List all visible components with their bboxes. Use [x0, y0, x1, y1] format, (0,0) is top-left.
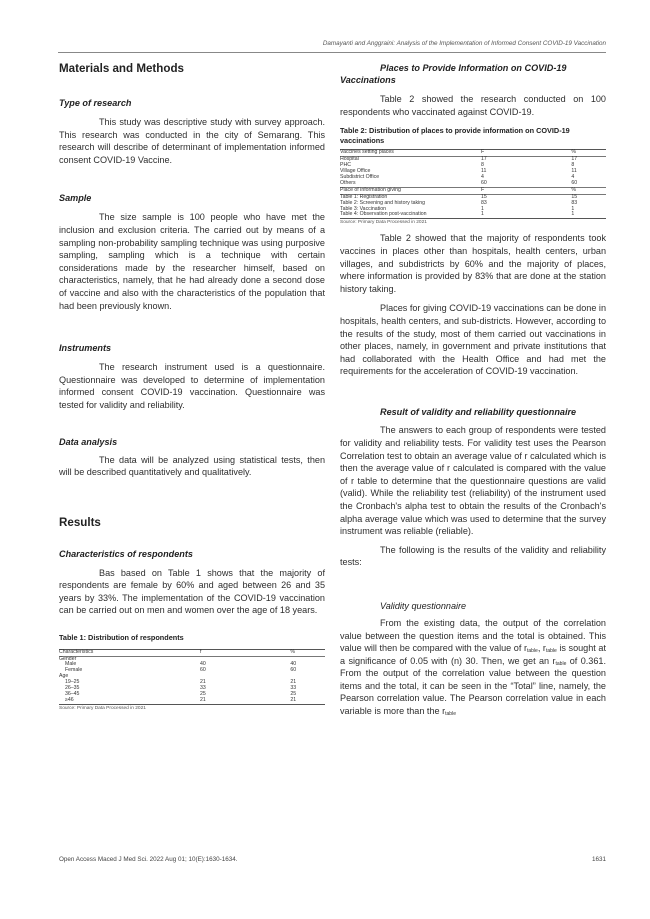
- table2-cell: 15: [571, 193, 578, 200]
- table1-cell: 25: [199, 691, 206, 697]
- table2-header-cell: Vaccines setting places: [340, 150, 481, 157]
- validity-heading: Result of validity and reliability questionnaire: [380, 406, 577, 417]
- table2-subheader-cell: F: [481, 187, 571, 194]
- table2-cell: 1: [571, 205, 575, 212]
- right-column: [340, 60, 606, 718]
- table2-cell: 60: [571, 179, 578, 186]
- running-title: Damayanti and Anggraini: Analysis of the Implementation of Informed Consent COVID-19 Vaccination: [322, 40, 606, 47]
- table1-source: Source: Primary Data Processed in 2021: [59, 705, 146, 711]
- table2-cell: 15: [480, 193, 487, 200]
- table1-cell: Female: [65, 667, 83, 674]
- characteristics-text: Bas based on Table 1 shows that the majority of respondents are female by 60% and aged between 26 and 35 years by 33%. The implementation of the COVID-19 vaccination can be carried out on men and women over the age of 18 years.: [59, 567, 325, 616]
- table2-header-cell: %: [571, 150, 606, 157]
- table2-cell: 11: [571, 168, 577, 175]
- table2-cell: 17: [480, 156, 487, 163]
- table2-cell: 4: [571, 174, 575, 180]
- table2-cell: Others: [340, 179, 356, 186]
- sample-text: The size sample is 100 people who have met the inclusion and exclusion criteria. The carried out by means of a sampling non-probability sampling technique was using purposive sampling, sampling which is a technique with certain considerations made by the researcher himself, based on characteristics, namely, that he had already done a second dose of vaccine and also with the characteristics of the population that had been previously known.: [59, 212, 325, 311]
- table1-cell: 40: [290, 661, 297, 668]
- instruments-text: The research instrument used is a questionnaire. Questionnaire was developed to determine of implementation informed consent COVID-19 vaccination. Questionnaire was tested for validity and reliability.: [59, 362, 325, 410]
- vq-subscript: table: [445, 711, 456, 718]
- table2-cell: 1: [571, 212, 606, 218]
- characteristics-heading: Characteristics of respondents: [59, 548, 193, 559]
- table1-cell: 21: [290, 679, 297, 686]
- places-heading: Places to Provide Information on COVID-19 Vaccinations: [340, 63, 567, 85]
- table1-cell: 36–45: [65, 691, 80, 697]
- table1-header-cell: f: [200, 649, 290, 656]
- type-text: This study was descriptive study with survey approach. This research was conducted in the city of Semarang. This research will describe of determinant of implementation informed consent COVID-19 Vaccine.: [59, 117, 325, 165]
- table2-subheader-cell: Place of information giving: [340, 187, 481, 194]
- table2-cell: 17: [571, 156, 578, 163]
- following-text: The following is the results of the validity and reliability tests:: [340, 544, 606, 568]
- left-column: [59, 60, 325, 711]
- vq-subscript: table: [545, 648, 557, 655]
- table2-subheader-cell: %: [571, 187, 606, 194]
- vq-text: is sought at a significance of 0.05 with (n) 30. Then, we get an r: [340, 643, 606, 666]
- table2-discussion: Table 2 showed that the majority of respondents took vaccines in places other than hospitals, health centers, urban villages, and subdistricts by 60% and the majority of places, where information is provided by 83% that are done at the station history taking.: [340, 233, 606, 294]
- table1-cell: 26–35: [65, 685, 80, 692]
- table2-cell: Table 3: Vaccination: [340, 205, 387, 212]
- type-heading: Type of research: [59, 98, 132, 108]
- data-analysis-heading: Data analysis: [59, 436, 118, 447]
- sample-heading: Sample: [59, 193, 92, 204]
- vq-text: of 0.361. From the output of the correlation value between the question items and the total, it can be seen in the “Total” line, namely, the Pearson correlation value. The Pearson correlation value in each variable is more than the r: [340, 655, 606, 717]
- footer-citation: Open Access Maced J Med Sci. 2022 Aug 01; 10(E):1630-1634.: [59, 856, 238, 863]
- table2-cell: 1: [480, 205, 484, 212]
- table1-cell: Age: [59, 673, 69, 680]
- validity-text: The answers to each group of respondents were tested for validity and reliability tests. For validity test uses the Pearson Correlation test to obtain an average value of r calculated which is then the average value of r calculated is compared with the value of r table to determine that the questionnaire questions are valid (valid). While the reliability test (reliability) of the instrument used the Cronbach's alpha test to obtain the results of the Cronbach's alpha average value which was used to determine that the survey instrument was reliable (reliable).: [340, 425, 606, 537]
- data-analysis-text: The data will be analyzed using statistical tests, then will be described quantitatively and qualitatively.: [59, 454, 325, 478]
- table2-cell: Hospital: [340, 156, 359, 163]
- table2-cell: Table 2: Screening and history taking: [340, 199, 426, 206]
- table1-cell: 21: [290, 698, 325, 704]
- table2-source: Source: Primary Data Processed in 2021: [340, 220, 427, 226]
- vq-subscript: table: [555, 660, 567, 667]
- table2-cell: 60: [480, 179, 487, 186]
- materials-heading: Materials and Methods: [59, 62, 184, 75]
- table1-cell: 60: [290, 667, 297, 674]
- table2: [340, 149, 606, 219]
- table1-cell: 60: [199, 667, 206, 674]
- table2-cell: Village Office: [340, 168, 371, 175]
- table2-header-cell: F: [481, 150, 571, 157]
- table2-cell: 11: [480, 168, 487, 175]
- table1-cell: 19–25: [65, 679, 80, 686]
- table2-cell: 4: [480, 174, 484, 180]
- validity-questionnaire-text: [340, 617, 606, 718]
- table1-cell: Gender: [59, 655, 77, 662]
- table1: [59, 649, 325, 705]
- table2-cell: Subdistrict Office: [340, 174, 380, 180]
- results-heading: Results: [59, 515, 101, 529]
- table2-cell: 1: [481, 212, 571, 218]
- table2-cell: 8: [480, 162, 484, 169]
- table1-header-cell: %: [290, 649, 325, 656]
- table1-cell: 33: [290, 685, 297, 692]
- table2-row: [340, 212, 606, 218]
- table2-caption: Table 2: Distribution of places to provide information on COVID-19 vaccinations: [340, 126, 570, 145]
- table1-cell: 33: [199, 685, 206, 692]
- table2-cell: 83: [480, 199, 487, 206]
- table1-cell: 21: [200, 698, 290, 704]
- table1-cell: Male: [65, 661, 77, 668]
- table1-header-cell: Characteristics: [59, 649, 200, 656]
- places-intro: Table 2 showed the research conducted on 100 respondents who vaccinated against COVID-19.: [340, 94, 606, 117]
- page-number: 1631: [591, 856, 606, 863]
- vq-text: , r: [537, 643, 546, 654]
- table1-row: [59, 698, 325, 704]
- header-rule: [58, 52, 606, 53]
- table2-cell: Table 4: Observation post-vaccination: [340, 212, 481, 218]
- vq-subscript: table: [526, 648, 538, 655]
- instruments-heading: Instruments: [59, 343, 112, 354]
- table2-header-row: [340, 150, 606, 157]
- table2-cell: PHC: [340, 162, 351, 169]
- table2-cell: 83: [571, 199, 578, 206]
- table1-caption: Table 1: Distribution of respondents: [59, 633, 184, 643]
- table1-cell: 40: [199, 661, 206, 668]
- table1-cell: 25: [290, 691, 297, 697]
- table2-cell: 8: [571, 162, 575, 169]
- table1-cell: 21: [199, 679, 206, 686]
- table1-cell: ≥46: [59, 698, 200, 704]
- vq-text: From the existing data, the output of the correlation value between the question items and the total is obtained. This value will then be compared with the value of r: [340, 617, 606, 654]
- places-discussion: Places for giving COVID-19 vaccinations can be done in hospitals, health centers, and sub-districts. However, according to the results of the study, most of them carried out vaccinations in other places, namely, in government and private institutions that had collaborated with the Health Office and had met the requirements for the acceleration of COVID-19 vaccination.: [340, 303, 606, 377]
- table1-header-row: [59, 649, 325, 656]
- table2-cell: Table 1: Registration: [340, 193, 388, 200]
- validity-questionnaire-heading: Validity questionnaire: [380, 600, 467, 611]
